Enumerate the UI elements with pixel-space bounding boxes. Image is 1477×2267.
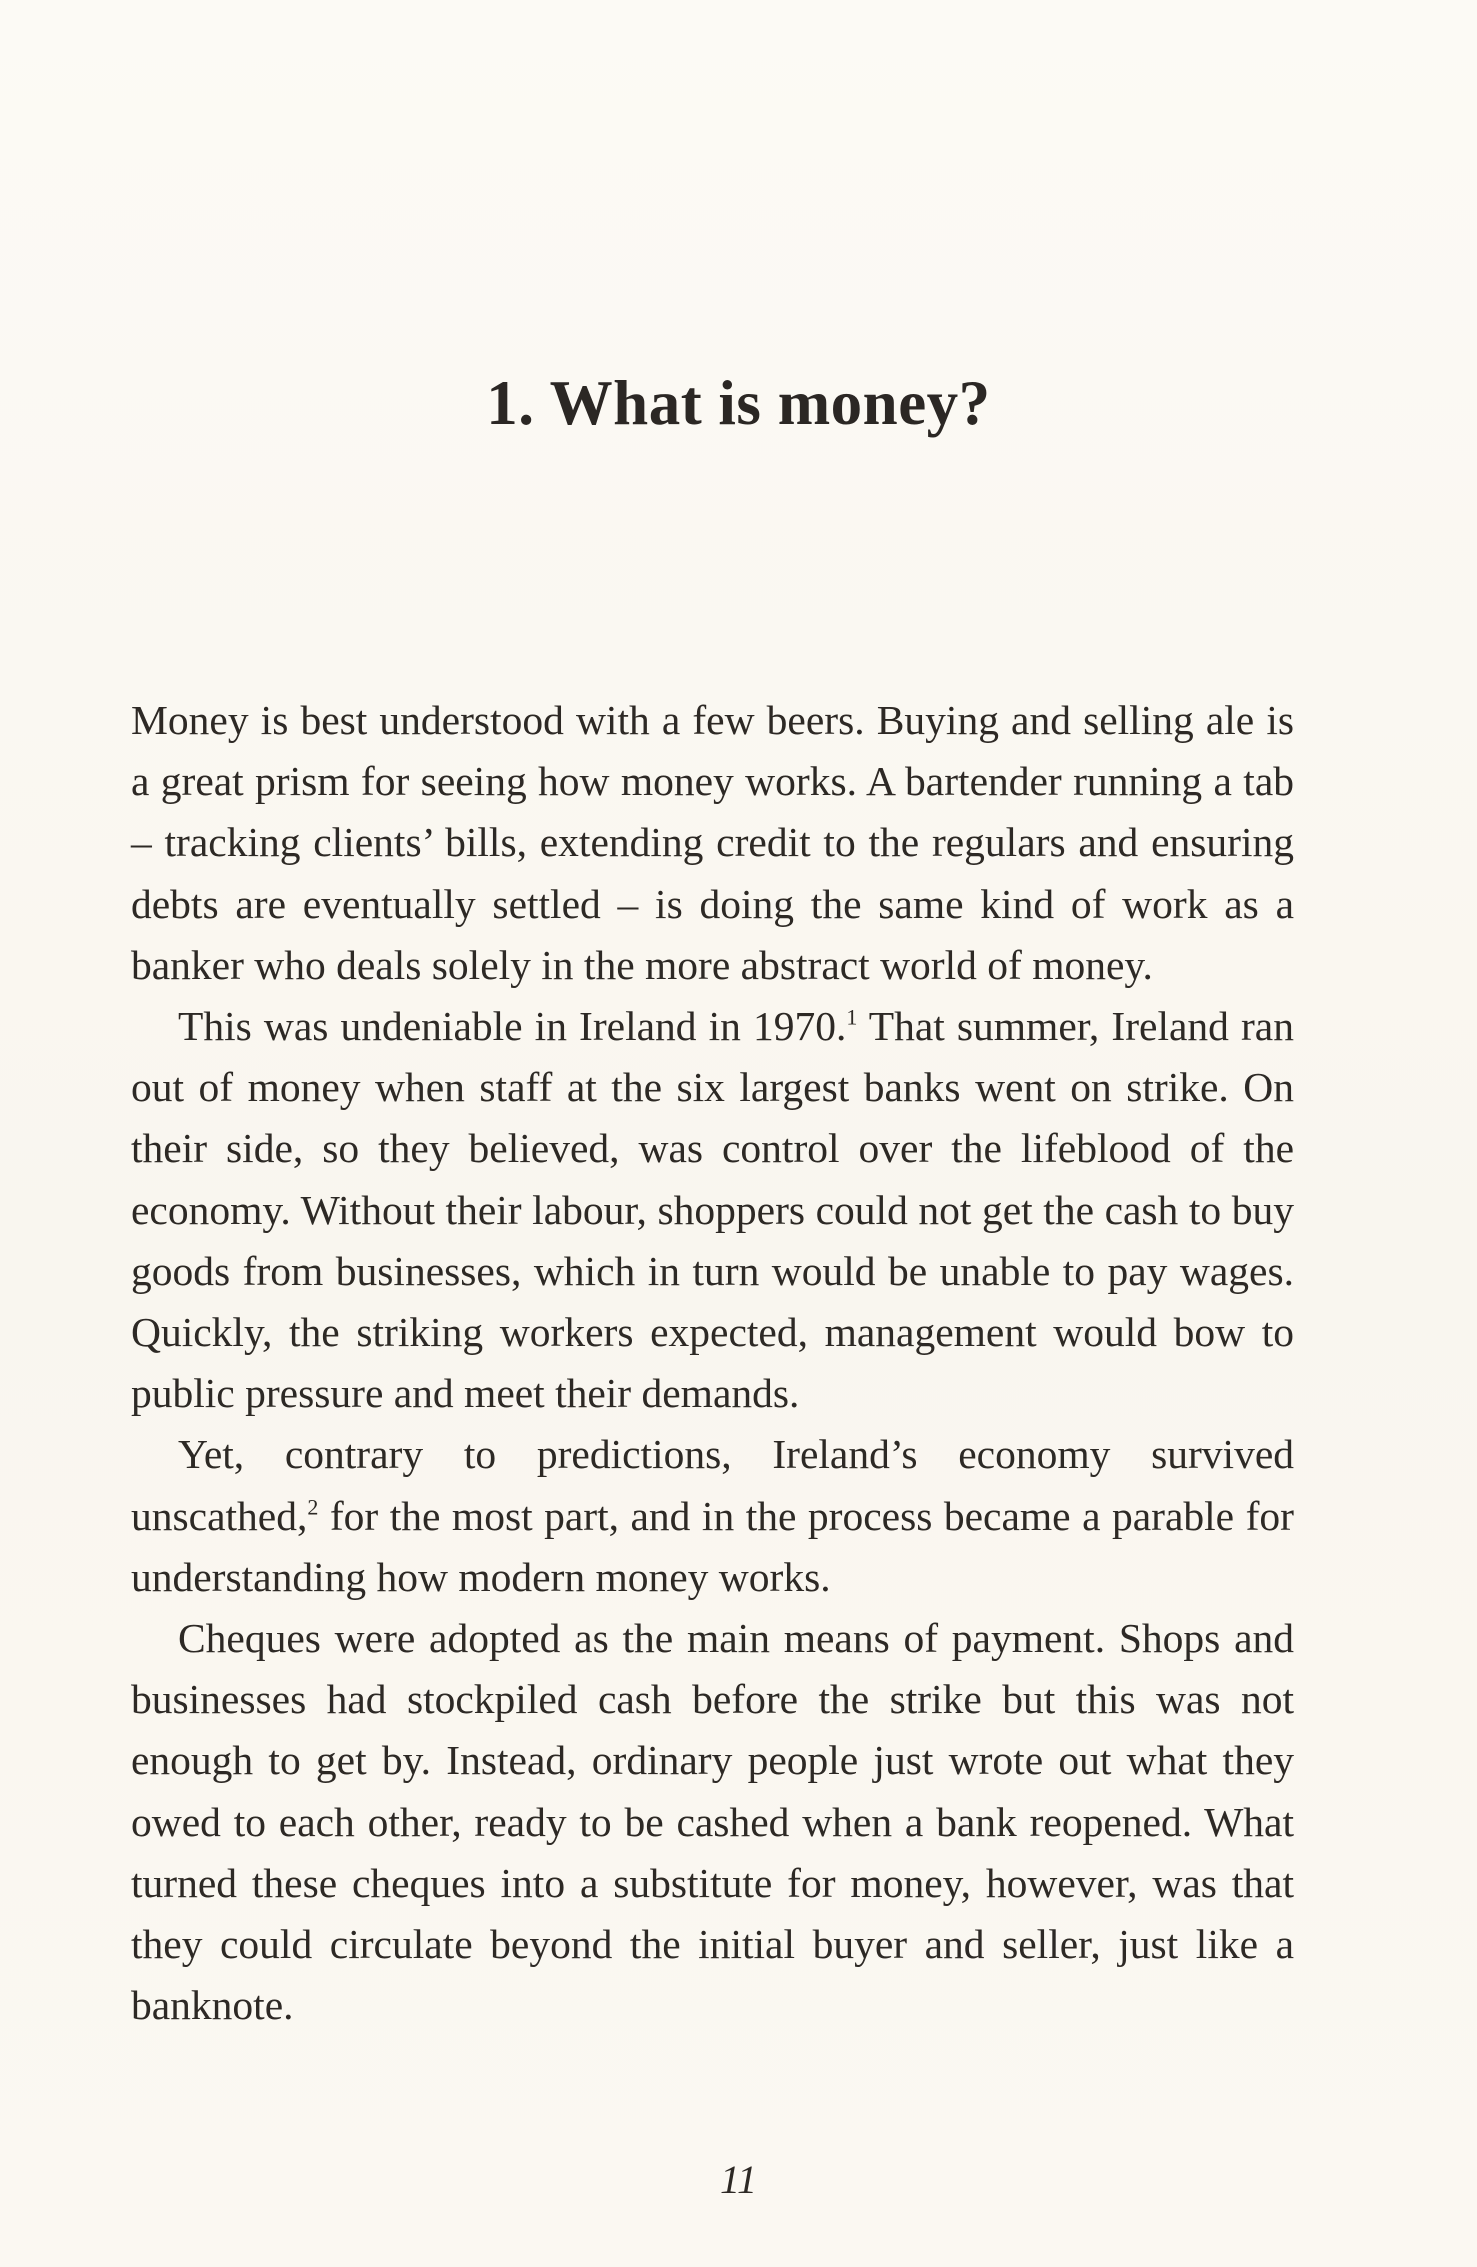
paragraph-text: Yet, contrary to predictions, Ireland’s economy survived unscathed, — [131, 1431, 1294, 1539]
chapter-body — [131, 690, 1294, 2036]
footnote-ref-2: 2 — [307, 1494, 319, 1520]
paragraph-text: for the most part, and in the process became a parable for understanding how modern money works. — [131, 1492, 1294, 1600]
chapter-title: 1. What is money? — [486, 368, 991, 438]
paragraph-text: Cheques were adopted as the main means of payment. Shops and businesses had stockpiled cash before the strike but this was not enough to get by. Instead, ordinary people just wrote out what they owed to each other, ready to be cashed when a bank reopened. What turned these cheques into a substitute for money, however, was that they could circulate beyond the initial buyer and seller, just like a banknote. — [131, 1615, 1294, 2029]
paragraph-3 — [131, 1424, 1294, 1608]
page-number: 11 — [719, 2157, 758, 2202]
paragraph-text: This was undeniable in Ireland in 1970. — [178, 1003, 847, 1050]
paragraph-1 — [131, 690, 1294, 996]
paragraph-text: That summer, Ireland ran out of money when staff at the six largest banks went on strike. On their side, so they believed, was control over the lifeblood of the economy. Without their labour, shoppers could not get the cash to buy goods from businesses, which in turn would be unable to pay wages. Quickly, the striking workers expected, management would bow to public pressure and meet their demands. — [131, 1003, 1294, 1417]
paragraph-2 — [131, 996, 1294, 1424]
paragraph-4 — [131, 1608, 1294, 2036]
paragraph-text: Money is best understood with a few beers. Buying and selling ale is a great prism for seeing how money works. A bartender running a tab – tracking clients’ bills, extending credit to the regulars and ensuring debts are eventually settled – is doing the same kind of work as a banker who deals solely in the more abstract world of money. — [131, 697, 1294, 988]
footnote-ref-1: 1 — [846, 1004, 858, 1030]
